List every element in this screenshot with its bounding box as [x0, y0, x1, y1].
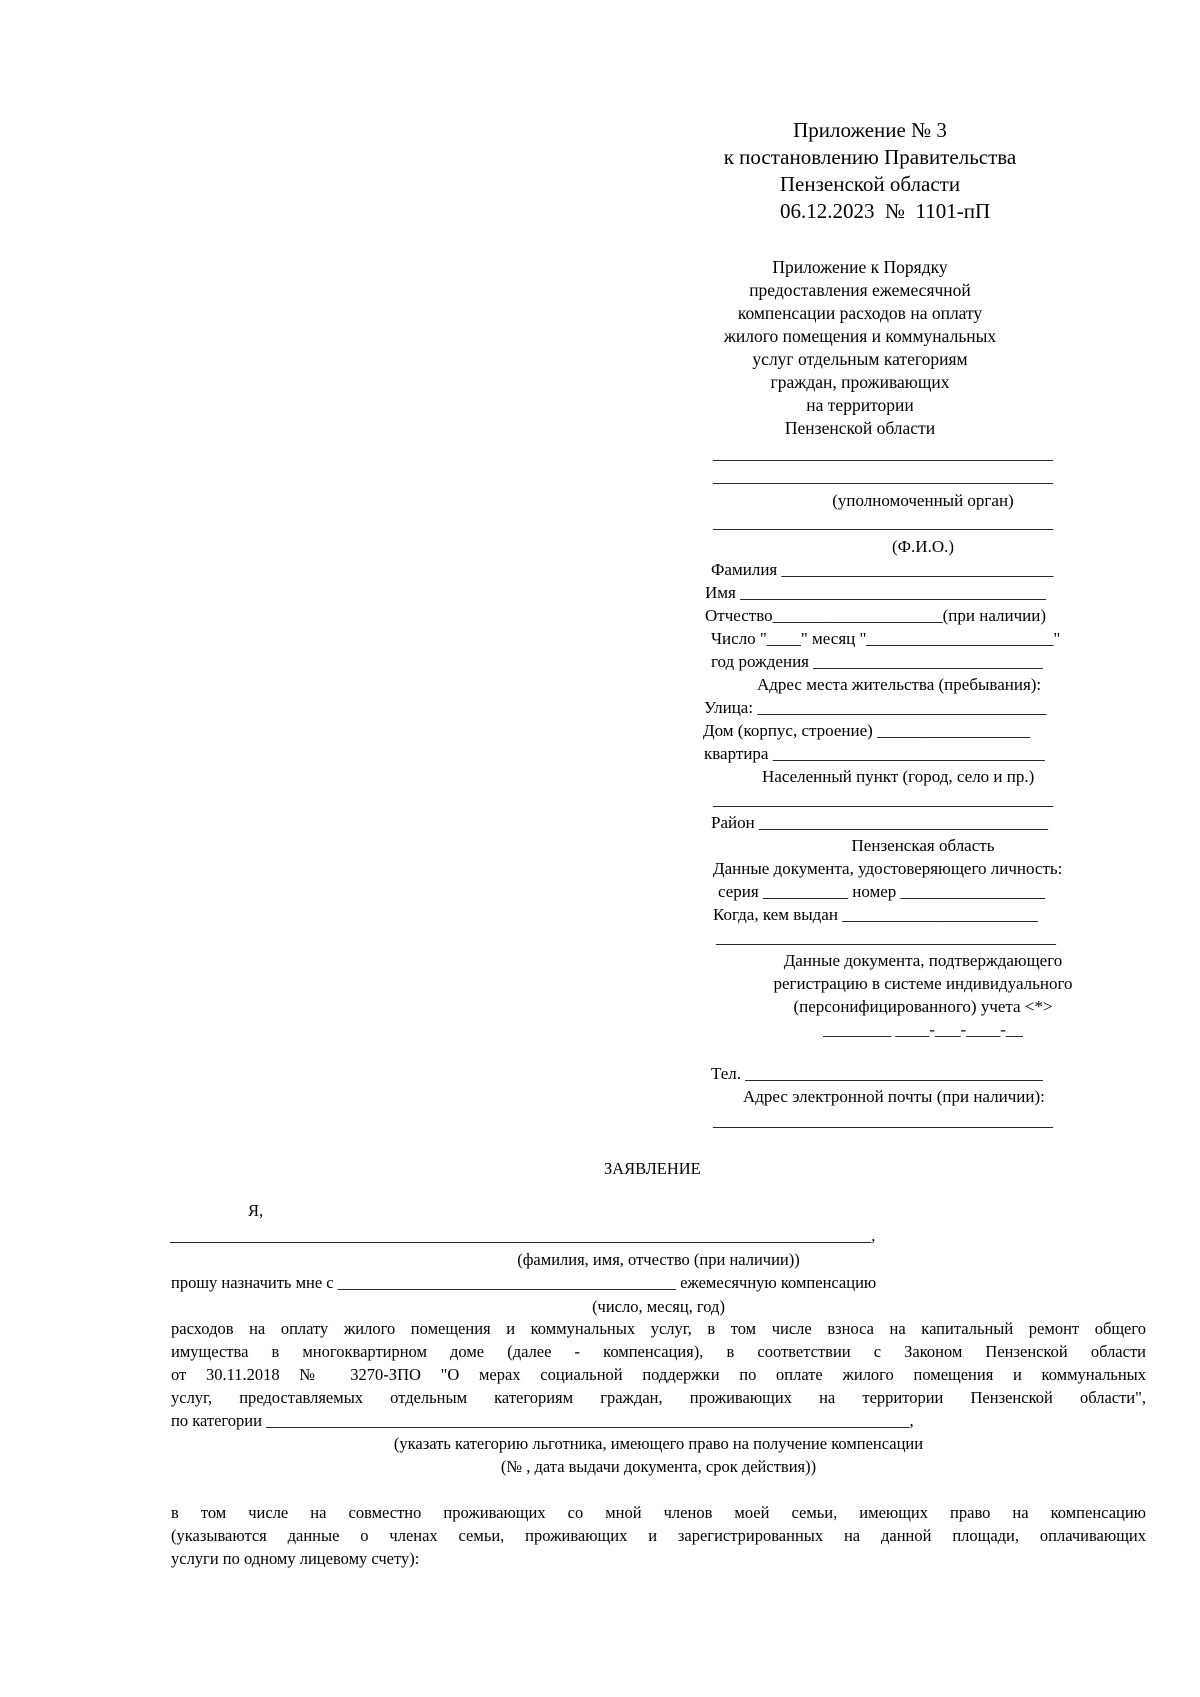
statement-family-line: услуги по одному лицевому счету): — [171, 1549, 420, 1568]
statement-category-caption: (указать категорию льготника, имеющего право на получение компенсации — [393, 1434, 924, 1453]
snils-line: ________ ____-___-____-__ — [823, 1020, 1023, 1039]
appendix-line: к постановлению Правительства — [723, 145, 1017, 169]
appendix-line: Пензенской области — [779, 172, 961, 196]
snils-label-line: Данные документа, подтверждающего — [783, 951, 1063, 970]
order-line: компенсации расходов на оплату — [737, 303, 983, 323]
surname-field: Фамилия ________________________________ — [711, 560, 1054, 579]
order-line: Пензенской области — [784, 418, 936, 438]
statement-i: Я, — [248, 1201, 264, 1220]
region-label: Пензенская область — [851, 836, 995, 855]
statement-family-line: (указываются данные о членах семьи, проживающих и зарегистрированных на данной площади, оплачивающих — [171, 1526, 1146, 1545]
settlement-line: ________________________________________ — [713, 790, 1053, 809]
organ-line: ________________________________________ — [713, 467, 1053, 486]
order-line: жилого помещения и коммунальных — [723, 326, 997, 346]
name-field: Имя ____________________________________ — [705, 583, 1047, 602]
id-doc-label: Данные документа, удостоверяющего личность: — [713, 859, 1063, 878]
statement-title: ЗАЯВЛЕНИЕ — [604, 1159, 701, 1178]
birth-year-field: год рождения ___________________________ — [711, 652, 1043, 671]
snils-label-line: регистрацию в системе индивидуального — [773, 974, 1073, 993]
statement-paragraph-line: расходов на оплату жилого помещения и коммунальных услуг, в том числе взноса на капитальный ремонт общего — [171, 1319, 1146, 1338]
patronymic-field: Отчество____________________(при наличии) — [705, 606, 1046, 625]
order-line: Приложение к Порядку — [772, 257, 948, 277]
statement-category-line: по категории ______________________________________________________________________________, — [171, 1411, 914, 1430]
house-field: Дом (корпус, строение) __________________ — [703, 721, 1031, 740]
fio-label: (Ф.И.О.) — [891, 537, 955, 556]
address-label: Адрес места жительства (пребывания): — [757, 675, 1042, 694]
appendix-line: Приложение № 3 — [793, 118, 947, 142]
statement-fio-line: _____________________________________________________________________________________, — [170, 1226, 876, 1245]
organ-line: ________________________________________ — [713, 444, 1053, 463]
order-line: предоставления ежемесячной — [749, 280, 971, 300]
statement-date-caption: (число, месяц, год) — [592, 1297, 725, 1316]
snils-label-line: (персонифицированного) учета <*> — [793, 997, 1053, 1016]
statement-category-caption: (№ , дата выдачи документа, срок действия)) — [500, 1457, 817, 1476]
statement-request-line: прошу назначить мне с _________________________________________ ежемесячную компенсацию — [171, 1273, 877, 1292]
birth-day-field: Число "____" месяц "______________________" — [711, 629, 1061, 648]
apartment-field: квартира ________________________________ — [704, 744, 1045, 763]
statement-paragraph-line: от 30.11.2018 № 3270-ЗПО "О мерах социальной поддержки по оплате жилого помещения и коммунальных — [171, 1365, 1146, 1384]
organ-label: (уполномоченный орган) — [832, 491, 1014, 510]
statement-family-line: в том числе на совместно проживающих со мной членов моей семьи, имеющих право на компенсацию — [171, 1503, 1146, 1522]
statement-fio-caption: (фамилия, имя, отчество (при наличии)) — [517, 1250, 800, 1269]
order-line: на территории — [806, 395, 914, 415]
statement-paragraph-line: имущества в многоквартирном доме (далее - компенсация), в соответствии с Законом Пензенской области — [171, 1342, 1146, 1361]
settlement-label: Населенный пункт (город, село и пр.) — [762, 767, 1035, 786]
issued-field: Когда, кем выдан _______________________ — [713, 905, 1038, 924]
order-line: граждан, проживающих — [770, 372, 950, 392]
issued-line: ________________________________________ — [716, 928, 1056, 947]
order-line: услуг отдельным категориям — [752, 349, 968, 369]
fio-line: ________________________________________ — [713, 513, 1053, 532]
email-line: ________________________________________ — [713, 1111, 1053, 1130]
statement-paragraph-line: услуг, предоставляемых отдельным категориям граждан, проживающих на территории Пензенской области", — [171, 1388, 1146, 1407]
phone-field: Тел. ___________________________________ — [711, 1064, 1043, 1083]
street-field: Улица: __________________________________ — [704, 698, 1047, 717]
appendix-date-number: 06.12.2023 № 1101-пП — [780, 199, 991, 223]
email-label: Адрес электронной почты (при наличии): — [743, 1087, 1045, 1106]
district-field: Район __________________________________ — [711, 813, 1048, 832]
series-number-field: серия __________ номер _________________ — [718, 882, 1046, 901]
